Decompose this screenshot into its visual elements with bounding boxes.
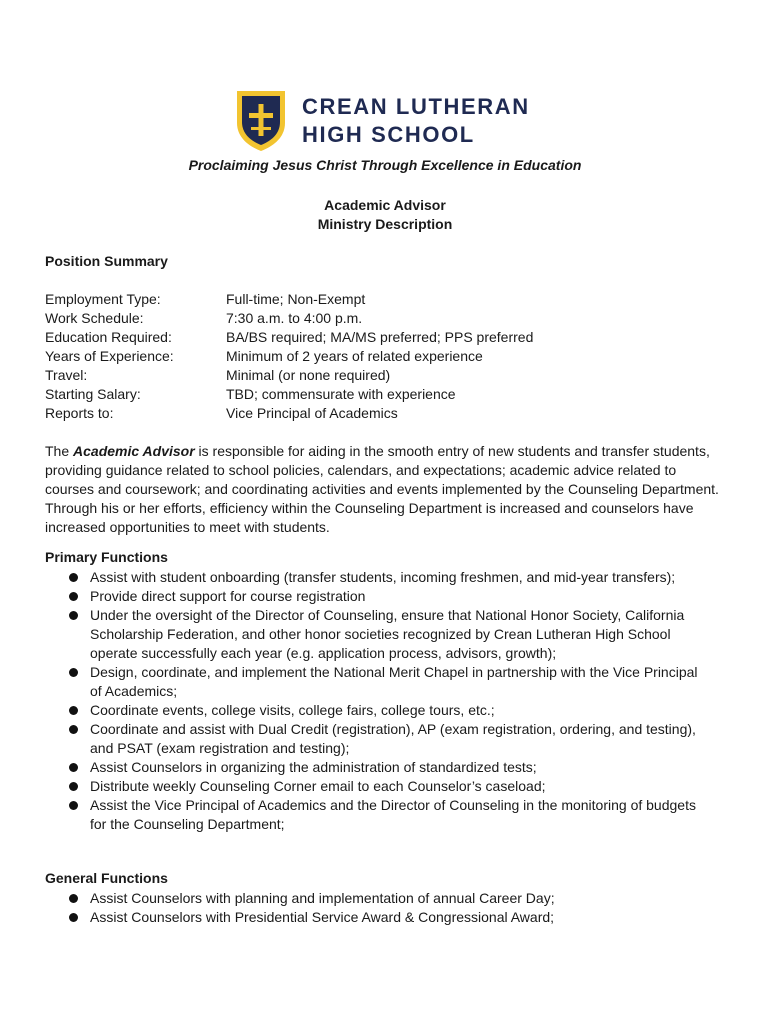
intro-paragraph bbox=[45, 442, 725, 537]
list-item: Distribute weekly Counseling Corner email to each Counselor’s caseload; bbox=[45, 777, 705, 796]
tagline: Proclaiming Jesus Christ Through Excellence in Education bbox=[188, 157, 582, 173]
list-item: Coordinate and assist with Dual Credit (registration), AP (exam registration, ordering, and testing), and PSAT (exam registration and testing); bbox=[45, 720, 705, 758]
page-subtitle: Ministry Description bbox=[317, 216, 453, 232]
summary-label: Years of Experience: bbox=[45, 348, 174, 364]
logo-line-2: HIGH SCHOOL bbox=[302, 122, 475, 147]
list-item: Coordinate events, college visits, college fairs, college tours, etc.; bbox=[45, 701, 705, 720]
intro-text: is responsible for aiding in the smooth entry of new students and transfer students, providing guidance related to school policies, calendars, and expectations; academic advice related to courses and coursework; and coordinating activities and events implemented by the Counseling Department. Through his or her efforts, efficiency within the Counseling Department is increased and counselors have increased opportunities to meet with students. bbox=[45, 443, 719, 535]
summary-value: Vice Principal of Academics bbox=[226, 405, 398, 421]
list-item: Design, coordinate, and implement the National Merit Chapel in partnership with the Vice Principal of Academics; bbox=[45, 663, 705, 701]
summary-label: Starting Salary: bbox=[45, 386, 141, 402]
summary-row bbox=[45, 404, 533, 423]
summary-value: BA/BS required; MA/MS preferred; PPS preferred bbox=[226, 329, 534, 345]
summary-row bbox=[45, 290, 533, 309]
position-summary-table bbox=[45, 290, 533, 423]
summary-label: Work Schedule: bbox=[45, 310, 144, 326]
summary-value: Minimal (or none required) bbox=[226, 367, 391, 383]
summary-row bbox=[45, 366, 533, 385]
general-functions-list bbox=[45, 889, 705, 927]
list-item: Under the oversight of the Director of Counseling, ensure that National Honor Society, California Scholarship Federation, and other honor societies recognized by Crean Lutheran High School operate successfully each year (e.g. application process, advisors, growth); bbox=[45, 606, 705, 663]
intro-role: Academic Advisor bbox=[73, 443, 195, 459]
summary-value: Full-time; Non-Exempt bbox=[226, 291, 366, 307]
summary-label: Travel: bbox=[45, 367, 88, 383]
school-logo bbox=[234, 89, 530, 153]
logo-line-1: CREAN LUTHERAN bbox=[302, 94, 530, 119]
general-functions-heading: General Functions bbox=[45, 870, 168, 886]
summary-row bbox=[45, 385, 533, 404]
summary-value: 7:30 a.m. to 4:00 p.m. bbox=[226, 310, 363, 326]
list-item: Assist Counselors in organizing the administration of standardized tests; bbox=[45, 758, 705, 777]
list-item: Assist Counselors with planning and implementation of annual Career Day; bbox=[45, 889, 705, 908]
list-item: Assist the Vice Principal of Academics and the Director of Counseling in the monitoring of budgets for the Counseling Department; bbox=[45, 796, 705, 834]
list-item: Assist Counselors with Presidential Service Award & Congressional Award; bbox=[45, 908, 705, 927]
summary-label: Education Required: bbox=[45, 329, 172, 345]
list-item: Assist with student onboarding (transfer students, incoming freshmen, and mid-year transfers); bbox=[45, 568, 705, 587]
summary-row bbox=[45, 328, 533, 347]
summary-label: Employment Type: bbox=[45, 291, 161, 307]
intro-prefix: The bbox=[45, 443, 74, 459]
position-summary-heading: Position Summary bbox=[45, 253, 168, 269]
summary-row bbox=[45, 309, 533, 328]
summary-label: Reports to: bbox=[45, 405, 114, 421]
logo-wordmark bbox=[302, 93, 530, 149]
summary-value: TBD; commensurate with experience bbox=[226, 386, 456, 402]
primary-functions-heading: Primary Functions bbox=[45, 549, 168, 565]
summary-value: Minimum of 2 years of related experience bbox=[226, 348, 483, 364]
shield-cross-icon bbox=[234, 89, 288, 153]
summary-row bbox=[45, 347, 533, 366]
page-title: Academic Advisor bbox=[324, 197, 446, 213]
primary-functions-list bbox=[45, 568, 705, 834]
list-item: Provide direct support for course registration bbox=[45, 587, 705, 606]
